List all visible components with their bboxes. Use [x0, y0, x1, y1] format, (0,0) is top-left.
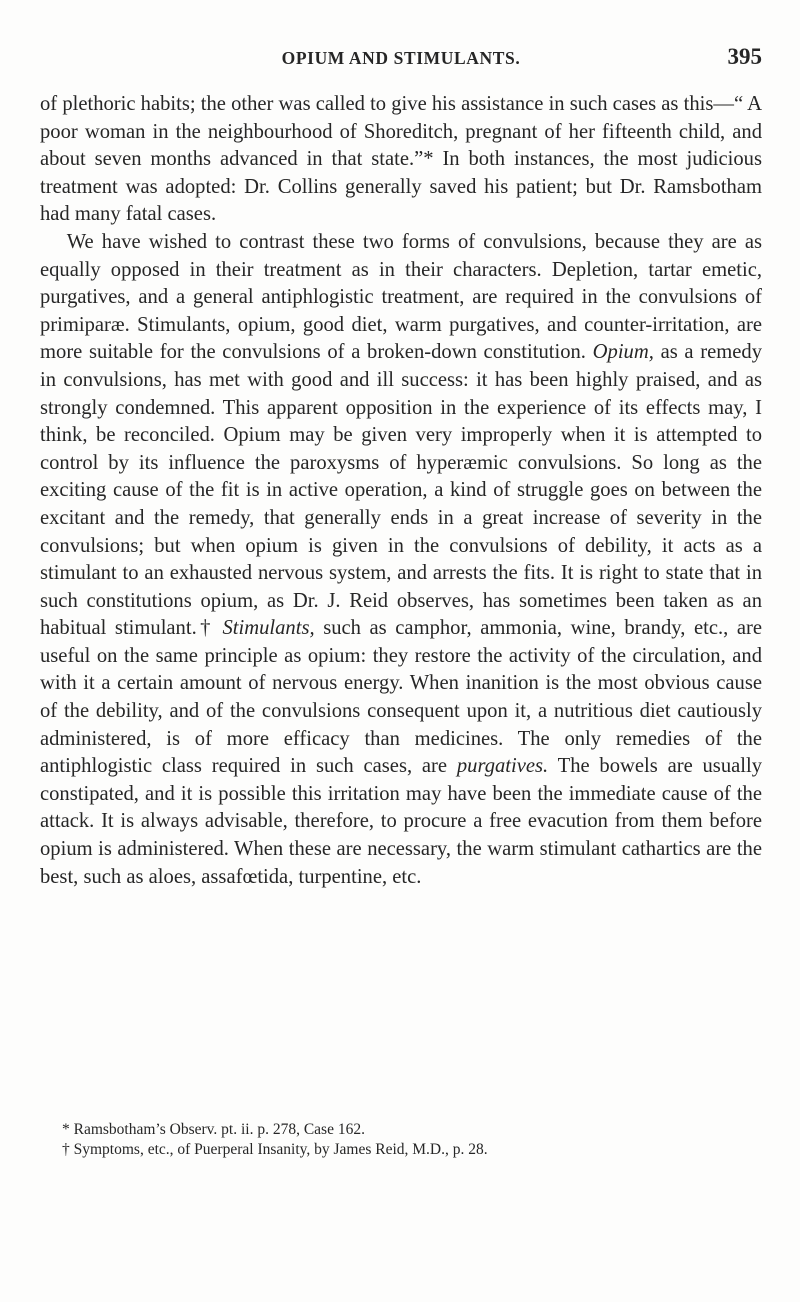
body-text [40, 91, 762, 891]
running-title: OPIUM AND STIMULANTS. [281, 48, 521, 68]
footnote-2: † Symptoms, etc., of Puerperal Insanity, by James Reid, M.D., p. 28. [62, 1141, 488, 1158]
paragraph-1-text: of plethoric habits; the other was called to give his assistance in such cases as this—“ A poor woman in the neighbourhood of Shoreditch, pregnant of her fifteenth child, and about seven months advanced in that state.”* In both instances, the most judicious treatment was adopted: Dr. Collins generally saved his patient; but Dr. Ramsbotham had many fatal cases. [40, 93, 762, 226]
paragraph-2-text-a: We have wished to contrast these two forms of convulsions, because they are as equally opposed in their treatment as in their characters. Depletion, tartar emetic, purgatives, and a general antiphlogistic treatment, are required in the convulsions of primiparæ. Stimulants, opium, good diet, warm purgatives, and counter-irritation, are more suitable for the convulsions of a broken-down constitution. [40, 230, 762, 364]
paragraph-2-text-c: such as camphor, ammonia, wine, brandy, etc., are useful on the same principle as opium: they restore the activity of the circulation, and with it a certain amount of nervous energy. When inanition is the most obvious cause of the debility, and of the convulsions consequent upon it, a nutritious diet cautiously administered, is of more efficacy than medicines. The only remedies of the antiphlogistic class required in such cases, are [40, 617, 762, 778]
paragraph-2-text-b: as a remedy in convulsions, has met with good and ill success: it has been highly praised, and as strongly condemned. This apparent opposition in the experience of its effects may, I think, be reconciled. Opium may be given very improperly when it is attempted to control by its influence the paroxysms of hyperæmic convulsions. So long as the exciting cause of the fit is in active operation, a kind of struggle goes on between the excitant and the remedy, that generally ends in a great increase of severity in the convulsions; but when opium is given in the convulsions of debility, it acts as a stimulant to an exhausted nervous system, and arrests the fits. It is right to state that in such constitutions opium, as Dr. J. Reid observes, has sometimes been taken as an habitual stimulant.† [40, 341, 762, 640]
footnotes [40, 1120, 762, 1160]
italic-term-purgatives: purgatives. [456, 755, 549, 778]
paragraph-2 [40, 229, 762, 891]
paragraph-2-text-d: The bowels are usually constipated, and it is possible this irritation may have been the immediate cause of the attack. It is always advisable, therefore, to procure a free evacution from them before opium is administered. When these are necessary, the warm stimulant cathartics are the best, such as aloes, assafœtida, turpentine, etc. [40, 755, 762, 888]
italic-term-stimulants: Stimulants, [222, 617, 315, 640]
footnote-1: * Ramsbotham’s Observ. pt. ii. p. 278, Case 162. [62, 1121, 365, 1138]
page-header [40, 44, 762, 74]
paragraph-1 [40, 91, 762, 229]
page-number: 395 [727, 44, 762, 69]
italic-term-opium: Opium, [592, 341, 654, 364]
